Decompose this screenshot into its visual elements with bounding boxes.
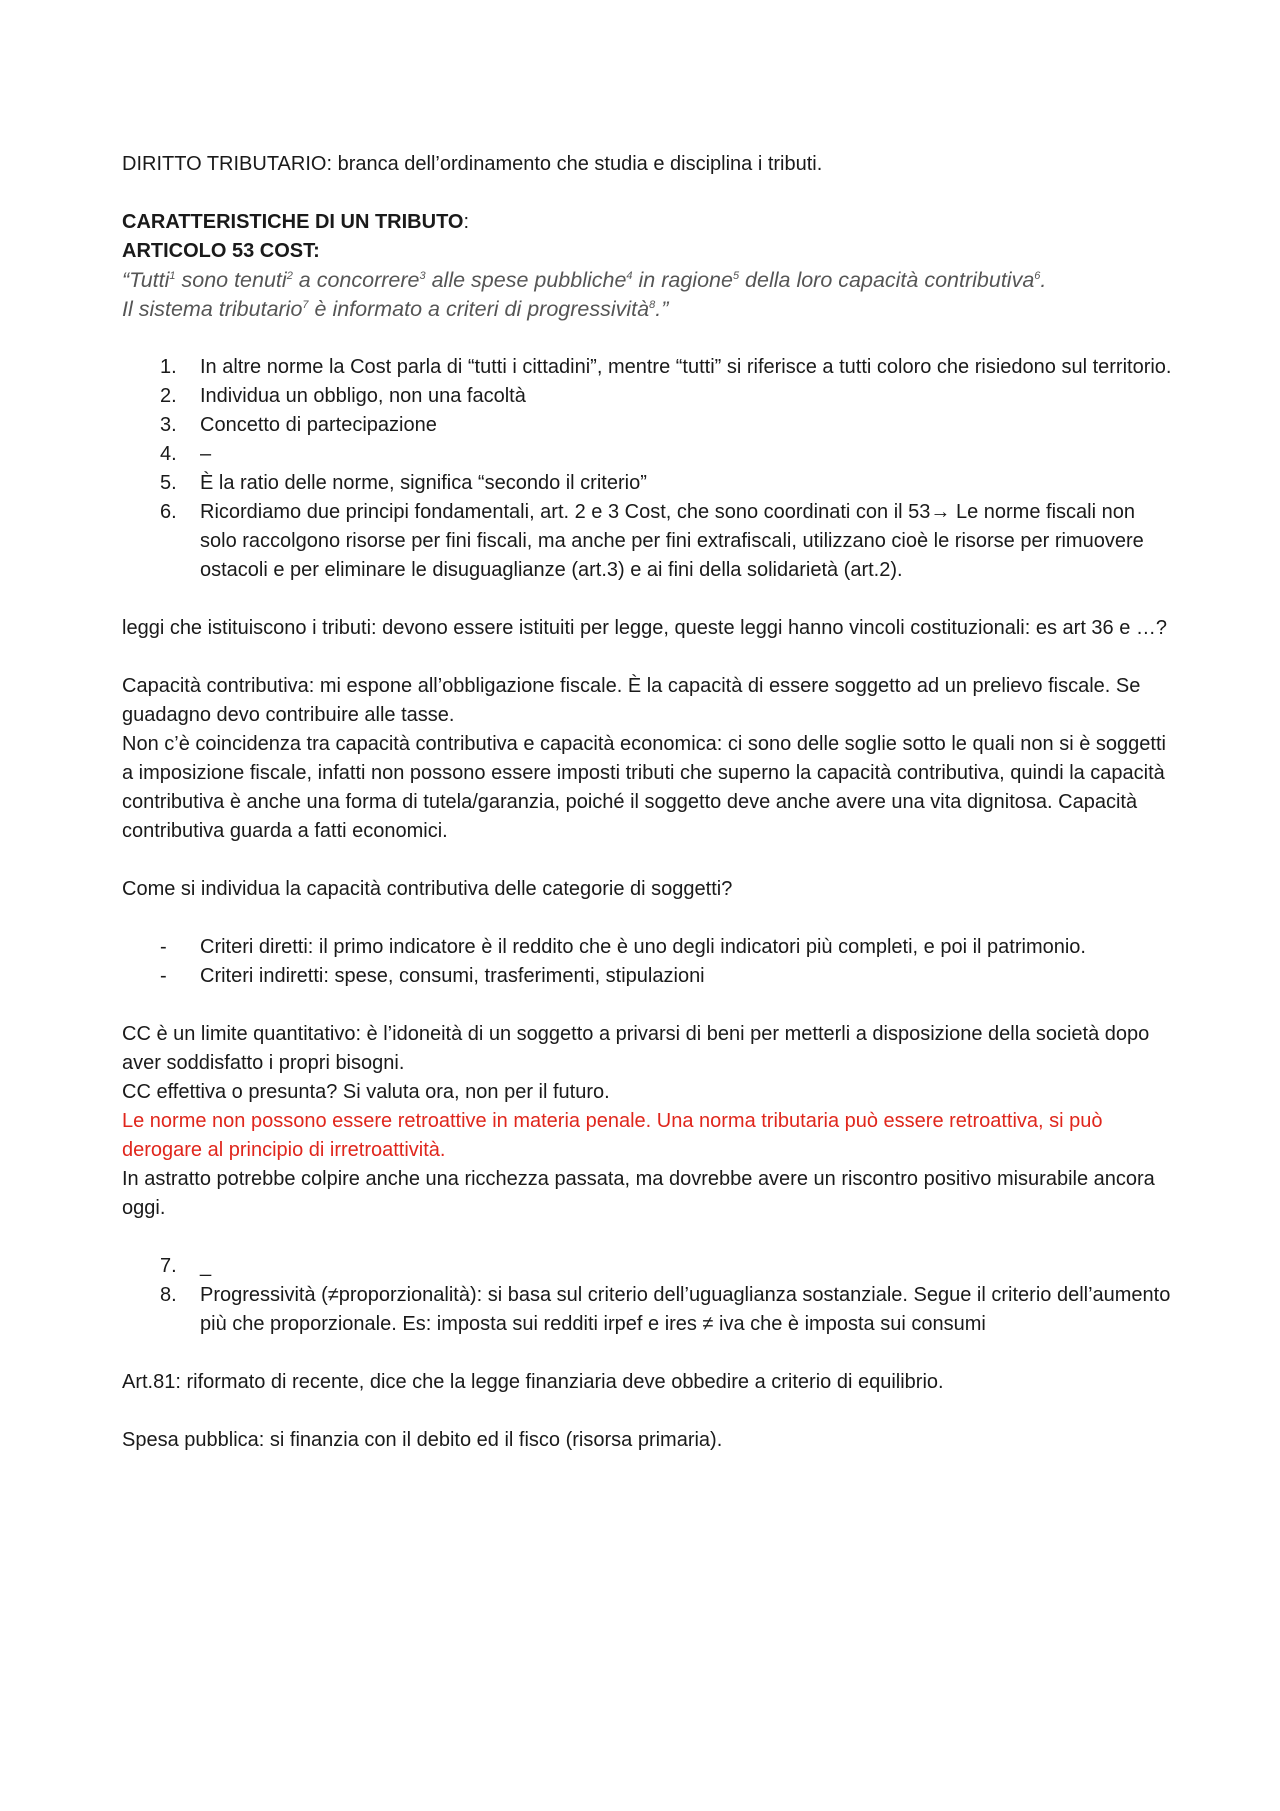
heading-caratteristiche [122, 208, 1172, 237]
heading-colon: : [463, 211, 470, 233]
footnote-marker: 5 [732, 270, 740, 282]
paragraph-leggi: leggi che istituiscono i tributi: devono essere istituiti per legge, queste leggi hanno vincoli costituzionali: es art 36 e …? [122, 617, 1168, 639]
paragraph-come: Come si individua la capacità contributiva delle categorie di soggetti? [122, 878, 733, 900]
list-item [122, 411, 1172, 440]
dash-list [122, 933, 1172, 991]
list-item [122, 440, 1172, 469]
heading-articolo: ARTICOLO 53 COST: [122, 240, 320, 262]
quote-text: .” [655, 297, 669, 321]
list-item [122, 1252, 1172, 1281]
list-number: 2. [160, 385, 177, 407]
footnote-marker: 3 [419, 270, 426, 282]
paragraph-capacita-1: Capacità contributiva: mi espone all’obbligazione fiscale. È la capacità di essere soggetto ad un prelievo fiscale. Se guadagno devo contribuire alle tasse. [122, 675, 1141, 726]
list-text: Ricordiamo due principi fondamentali, art. 2 e 3 Cost, che sono coordinati con il 53→ Le norme fiscali non solo raccolgono risorse per fini fiscali, ma anche per fini extrafiscali, utilizzano cioè le risorse per rimuovere ostacoli e per eliminare le disuguaglianze (art.3) e ai fini della solidarietà (art.2). [200, 501, 1144, 581]
list-number: 4. [160, 443, 177, 465]
quote-line-1 [122, 266, 1172, 295]
list-text: Concetto di partecipazione [200, 414, 437, 436]
paragraph-spesa: Spesa pubblica: si finanzia con il debito ed il fisco (risorsa primaria). [122, 1429, 723, 1451]
quote-text: a concorrere [292, 268, 420, 292]
paragraph-art81: Art.81: riformato di recente, dice che la legge finanziaria deve obbedire a criterio di equilibrio. [122, 1371, 944, 1393]
list-number: 8. [160, 1284, 177, 1306]
list-text: Criteri diretti: il primo indicatore è il reddito che è uno degli indicatori più completi, e poi il patrimonio. [200, 936, 1086, 958]
list-text: È la ratio delle norme, significa “secondo il criterio” [200, 472, 647, 494]
numbered-list-2 [122, 1252, 1172, 1339]
quote-text: Il sistema tributario [122, 297, 303, 321]
list-item [122, 498, 1172, 585]
footnote-marker: 7 [302, 299, 309, 311]
list-item [122, 1281, 1172, 1339]
list-item [122, 382, 1172, 411]
footnote-marker: 1 [169, 270, 176, 282]
dash-marker: - [160, 936, 167, 958]
list-item [122, 962, 1172, 991]
intro-paragraph: DIRITTO TRIBUTARIO: branca dell’ordinamento che studia e disciplina i tributi. [122, 153, 823, 175]
numbered-list-1 [122, 353, 1172, 585]
paragraph-cc-1: CC è un limite quantitativo: è l’idoneità di un soggetto a privarsi di beni per metterli a disposizione della società dopo aver soddisfatto i propri bisogni. [122, 1023, 1150, 1074]
list-number: 7. [160, 1255, 177, 1277]
list-number: 3. [160, 414, 177, 436]
quote-text: è informato a criteri di progressività [308, 297, 650, 321]
quote-text: “Tutti [122, 268, 170, 292]
quote-line-2 [122, 295, 1172, 324]
paragraph-cc-2: CC effettiva o presunta? Si valuta ora, non per il futuro. [122, 1081, 610, 1103]
dash-marker: - [160, 965, 167, 987]
paragraph-capacita-2: Non c’è coincidenza tra capacità contributiva e capacità economica: ci sono delle soglie sotto le quali non si è soggetti a imposizione fiscale, infatti non possono essere imposti tributi che superno la capacità contributiva, quindi la capacità contributiva è anche una forma di tutela/garanzia, poiché il soggetto deve anche avere una vita dignitosa. Capacità contributiva guarda a fatti economici. [122, 733, 1166, 842]
footnote-marker: 2 [286, 270, 293, 282]
heading-caratteristiche-text: CARATTERISTICHE DI UN TRIBUTO [122, 211, 464, 233]
document-body [122, 150, 1172, 1455]
quote-text: della loro capacità contributiva [739, 268, 1035, 292]
paragraph-retroattivita: Le norme non possono essere retroattive in materia penale. Una norma tributaria può essere retroattiva, si può derogare al principio di irretroattività. [122, 1110, 1103, 1161]
list-text: – [200, 443, 212, 465]
list-text: Criteri indiretti: spese, consumi, trasferimenti, stipulazioni [200, 965, 705, 987]
list-item [122, 933, 1172, 962]
paragraph-astratto: In astratto potrebbe colpire anche una ricchezza passata, ma dovrebbe avere un riscontro positivo misurabile ancora oggi. [122, 1168, 1155, 1219]
list-text: _ [200, 1255, 212, 1277]
list-text: In altre norme la Cost parla di “tutti i cittadini”, mentre “tutti” si riferisce a tutti coloro che risiedono sul territorio. [200, 356, 1172, 378]
list-item [122, 353, 1172, 382]
list-number: 5. [160, 472, 177, 494]
footnote-marker: 4 [626, 270, 633, 282]
list-item [122, 469, 1172, 498]
quote-text: . [1040, 268, 1047, 292]
footnote-marker: 8 [649, 299, 656, 311]
list-text: Progressività (≠proporzionalità): si basa sul criterio dell’uguaglianza sostanziale. Segue il criterio dell’aumento più che proporzionale. Es: imposta sui redditi irpef e ires ≠ iva che è imposta sui consumi [200, 1284, 1171, 1335]
quote-text: alle spese pubbliche [425, 268, 627, 292]
footnote-marker: 6 [1034, 270, 1041, 282]
quote-text: sono tenuti [175, 268, 287, 292]
list-text: Individua un obbligo, non una facoltà [200, 385, 526, 407]
list-number: 1. [160, 356, 177, 378]
quote-text: in ragione [632, 268, 733, 292]
list-number: 6. [160, 501, 177, 523]
